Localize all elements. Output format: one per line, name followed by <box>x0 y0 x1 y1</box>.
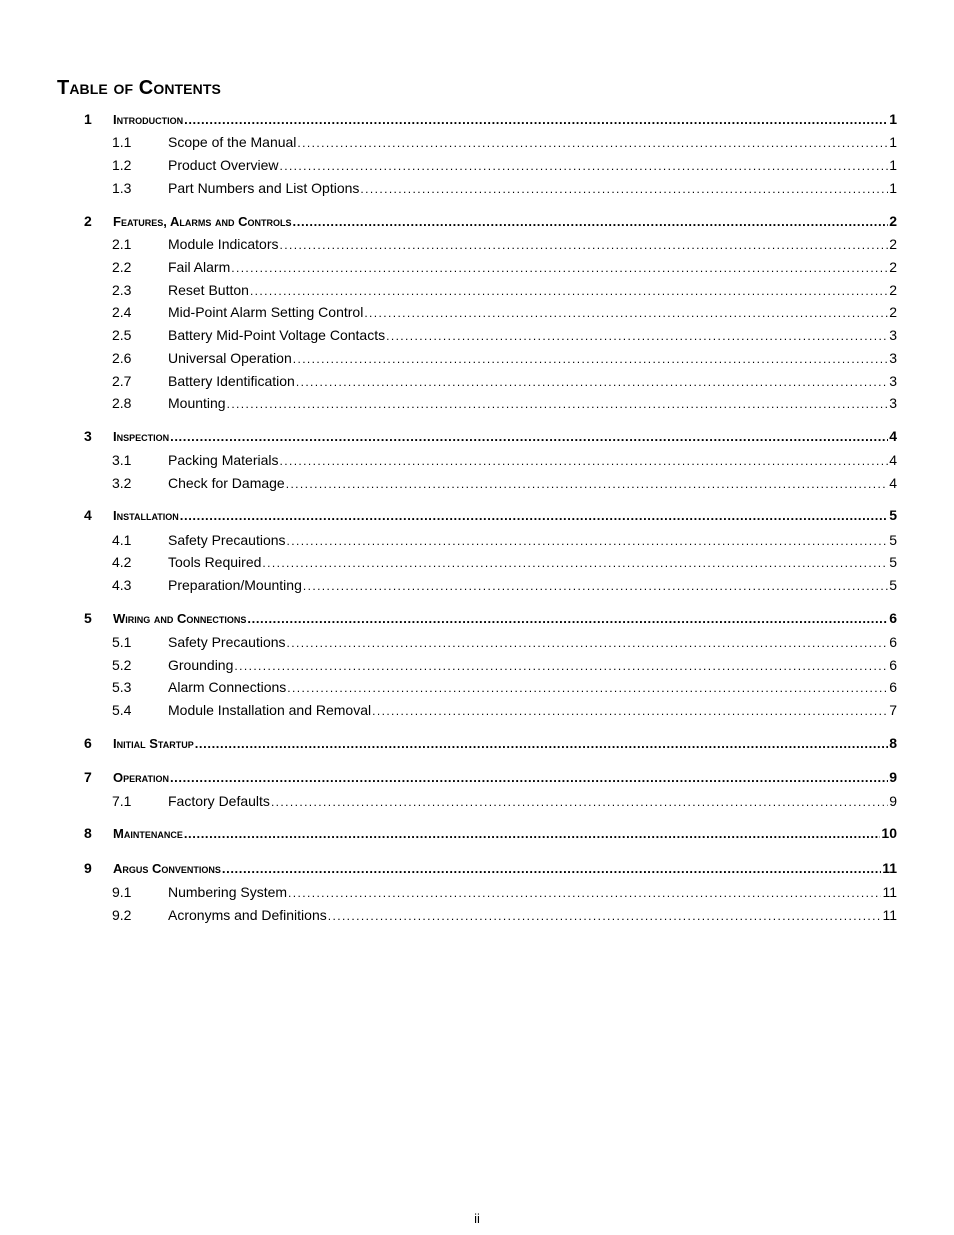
toc-entry[interactable] <box>168 450 897 471</box>
toc-entry[interactable] <box>168 257 897 278</box>
toc-subsection[interactable] <box>0 655 954 675</box>
toc-entry-label: Universal Operation <box>168 350 292 366</box>
toc-entry-number: 2.2 <box>112 259 132 275</box>
dot-leader <box>170 427 888 447</box>
toc-entry-page: 1 <box>889 157 897 173</box>
toc-entry-label: Scope of the Manual <box>168 134 297 150</box>
toc-entry-number: 2.3 <box>112 282 132 298</box>
toc-subsection[interactable] <box>0 552 954 572</box>
toc-entry-number: 9.1 <box>112 884 132 900</box>
dot-leader <box>247 609 888 629</box>
toc-entry-label: Part Numbers and List Options <box>168 180 360 196</box>
toc-entry[interactable] <box>113 211 897 232</box>
dot-leader <box>195 734 888 754</box>
dot-leader <box>287 633 889 653</box>
toc-subsection[interactable] <box>0 632 954 652</box>
toc-entry-label: Operation <box>113 770 169 785</box>
toc-entry-page: 9 <box>889 793 897 809</box>
dot-leader <box>280 235 889 255</box>
toc-entry[interactable] <box>168 371 897 392</box>
toc-entry-number: 1.1 <box>112 134 132 150</box>
toc-entry[interactable] <box>168 575 897 596</box>
toc-entry-label: Battery Identification <box>168 373 295 389</box>
toc-entry[interactable] <box>168 325 897 346</box>
toc-entry-page: 11 <box>882 907 897 923</box>
toc-entry-number: 9 <box>84 860 92 876</box>
toc-entry[interactable] <box>113 767 897 788</box>
toc-entry-page: 2 <box>889 304 897 320</box>
toc-entry[interactable] <box>168 155 897 176</box>
toc-entry-page: 6 <box>889 610 897 626</box>
toc-entry-label: Safety Precautions <box>168 634 286 650</box>
toc-section[interactable] <box>0 608 954 628</box>
toc-entry-label: Module Installation and Removal <box>168 702 372 718</box>
toc-subsection[interactable] <box>0 257 954 277</box>
dot-leader <box>271 792 888 812</box>
dot-leader <box>293 212 889 232</box>
toc-entry[interactable] <box>168 905 897 926</box>
dot-leader <box>287 531 889 551</box>
toc-entry-number: 4.3 <box>112 577 132 593</box>
toc-entry-page: 2 <box>889 236 897 252</box>
toc-entry-page: 8 <box>889 735 897 751</box>
toc-entry-page: 3 <box>889 395 897 411</box>
dot-leader <box>297 133 888 153</box>
toc-entry-label: Preparation/Mounting <box>168 577 302 593</box>
toc-entry-number: 6 <box>84 735 92 751</box>
toc-entry-label: Mounting <box>168 395 226 411</box>
toc-entry-page: 2 <box>889 259 897 275</box>
toc-entry-page: 3 <box>889 373 897 389</box>
toc-entry[interactable] <box>168 677 897 698</box>
toc-subsection[interactable] <box>0 348 954 368</box>
toc-entry-label: Fail Alarm <box>168 259 231 275</box>
toc-entry-number: 3.2 <box>112 475 132 491</box>
toc-entry-label: Factory Defaults <box>168 793 270 809</box>
toc-entry[interactable] <box>168 132 897 153</box>
toc-entry[interactable] <box>113 505 897 526</box>
toc-entry-page: 2 <box>889 282 897 298</box>
toc-entry-label: Battery Mid-Point Voltage Contacts <box>168 327 386 343</box>
dot-leader <box>286 474 888 494</box>
toc-subsection[interactable] <box>0 905 954 925</box>
dot-leader <box>222 859 881 879</box>
toc-subsection[interactable] <box>0 450 954 470</box>
toc-entry-label: Argus Conventions <box>113 861 221 876</box>
toc-section[interactable] <box>0 767 954 787</box>
toc-entry-label: Reset Button <box>168 282 249 298</box>
dot-leader <box>287 678 888 698</box>
toc-entry[interactable] <box>168 655 897 676</box>
toc-entry[interactable] <box>113 733 897 754</box>
toc-entry-page: 10 <box>881 825 897 841</box>
toc-entry-label: Module Indicators <box>168 236 279 252</box>
dot-leader <box>372 701 888 721</box>
toc-entry[interactable] <box>113 426 897 447</box>
toc-entry-page: 1 <box>889 180 897 196</box>
toc-entry-page: 6 <box>889 679 897 695</box>
toc-entry-number: 2.1 <box>112 236 132 252</box>
toc-section[interactable] <box>0 426 954 446</box>
dot-leader <box>234 656 888 676</box>
toc-subsection[interactable] <box>0 393 954 413</box>
toc-subsection[interactable] <box>0 280 954 300</box>
toc-entry-page: 4 <box>889 475 897 491</box>
dot-leader <box>303 576 888 596</box>
toc-entry-label: Maintenance <box>113 826 183 841</box>
dot-leader <box>364 303 888 323</box>
toc-subsection[interactable] <box>0 473 954 493</box>
toc-entry[interactable] <box>168 791 897 812</box>
toc-subsection[interactable] <box>0 882 954 902</box>
toc-entry-page: 2 <box>889 213 897 229</box>
toc-entry[interactable] <box>168 882 897 903</box>
dot-leader <box>293 349 888 369</box>
page-number: ii <box>474 1211 480 1226</box>
toc-entry-number: 2.8 <box>112 395 132 411</box>
toc-section[interactable] <box>0 733 954 753</box>
toc-entry-label: Installation <box>113 508 179 523</box>
toc-entry[interactable] <box>168 234 897 255</box>
dot-leader <box>262 553 888 573</box>
toc-entry-label: Check for Damage <box>168 475 285 491</box>
toc-entry[interactable] <box>113 823 897 844</box>
toc-entry[interactable] <box>168 302 897 323</box>
toc-entry[interactable] <box>168 348 897 369</box>
toc-entry-number: 7 <box>84 769 92 785</box>
toc-entry-number: 5.1 <box>112 634 132 650</box>
toc-entry-page: 4 <box>889 452 897 468</box>
dot-leader <box>227 394 889 414</box>
toc-entry-number: 3 <box>84 428 92 444</box>
dot-leader <box>279 156 888 176</box>
toc-entry-number: 9.2 <box>112 907 132 923</box>
toc-entry-number: 7.1 <box>112 793 132 809</box>
toc-entry-page: 11 <box>882 860 897 876</box>
toc-entry-page: 7 <box>889 702 897 718</box>
toc-section[interactable] <box>0 823 954 843</box>
dot-leader <box>180 506 888 526</box>
toc-entry[interactable] <box>168 632 897 653</box>
dot-leader <box>250 281 888 301</box>
toc-entry-number: 1.2 <box>112 157 132 173</box>
toc-entry-label: Inspection <box>113 429 170 444</box>
toc-subsection[interactable] <box>0 325 954 345</box>
toc-section[interactable] <box>0 211 954 231</box>
toc-entry-label: Tools Required <box>168 554 262 570</box>
toc-entry-label: Mid-Point Alarm Setting Control <box>168 304 364 320</box>
toc-entry-page: 5 <box>889 507 897 523</box>
toc-subsection[interactable] <box>0 234 954 254</box>
toc-entry-label: Numbering System <box>168 884 288 900</box>
toc-subsection[interactable] <box>0 371 954 391</box>
toc-section[interactable] <box>0 109 954 129</box>
toc-entry[interactable] <box>113 608 897 629</box>
toc-entry-page: 4 <box>889 428 897 444</box>
toc-entry-number: 2.5 <box>112 327 132 343</box>
dot-leader <box>184 110 888 130</box>
toc-entry[interactable] <box>113 858 897 879</box>
toc-subsection[interactable] <box>0 575 954 595</box>
toc-subsection[interactable] <box>0 700 954 720</box>
toc-entry-number: 2 <box>84 213 92 229</box>
toc-entry-label: Packing Materials <box>168 452 279 468</box>
toc-entry[interactable] <box>168 280 897 301</box>
toc-section[interactable] <box>0 505 954 525</box>
toc-entry-number: 5 <box>84 610 92 626</box>
toc-entry-page: 11 <box>882 884 897 900</box>
toc-subsection[interactable] <box>0 178 954 198</box>
toc-entry[interactable] <box>113 109 897 130</box>
dot-leader <box>170 768 888 788</box>
dot-leader <box>280 451 889 471</box>
toc-entry-page: 6 <box>889 657 897 673</box>
toc-entry-number: 4 <box>84 507 92 523</box>
toc-entry-label: Product Overview <box>168 157 279 173</box>
toc-subsection[interactable] <box>0 302 954 322</box>
toc-entry-number: 2.6 <box>112 350 132 366</box>
dot-leader <box>328 906 882 926</box>
toc-entry-label: Initial Startup <box>113 736 194 751</box>
toc-entry[interactable] <box>168 552 897 573</box>
toc-entry-page: 5 <box>889 577 897 593</box>
toc-section[interactable] <box>0 858 954 878</box>
dot-leader <box>296 372 888 392</box>
page-title: Table of Contents <box>57 77 221 99</box>
toc-entry-page: 1 <box>889 134 897 150</box>
toc-entry[interactable] <box>168 473 897 494</box>
toc-entry-number: 4.1 <box>112 532 132 548</box>
toc-entry-label: Acronyms and Definitions <box>168 907 327 923</box>
toc-entry-page: 5 <box>889 532 897 548</box>
toc-entry-label: Features, Alarms and Controls <box>113 214 292 229</box>
dot-leader <box>184 824 881 844</box>
toc-entry-label: Alarm Connections <box>168 679 287 695</box>
toc-entry-number: 4.2 <box>112 554 132 570</box>
toc-subsection[interactable] <box>0 132 954 152</box>
dot-leader <box>288 883 881 903</box>
toc-entry-page: 9 <box>889 769 897 785</box>
toc-entry-label: Safety Precautions <box>168 532 286 548</box>
toc-entry-page: 6 <box>889 634 897 650</box>
toc-entry-label: Introduction <box>113 112 184 127</box>
toc-entry-number: 2.4 <box>112 304 132 320</box>
toc-entry-number: 3.1 <box>112 452 132 468</box>
toc-entry-number: 8 <box>84 825 92 841</box>
toc-entry-page: 5 <box>889 554 897 570</box>
toc-entry-page: 1 <box>889 111 897 127</box>
toc-entry-number: 5.3 <box>112 679 132 695</box>
toc-subsection[interactable] <box>0 530 954 550</box>
toc-subsection[interactable] <box>0 791 954 811</box>
dot-leader <box>386 326 888 346</box>
toc-entry-number: 5.4 <box>112 702 132 718</box>
toc-subsection[interactable] <box>0 155 954 175</box>
toc-subsection[interactable] <box>0 677 954 697</box>
toc-entry-number: 2.7 <box>112 373 132 389</box>
toc-entry[interactable] <box>168 530 897 551</box>
toc-entry-number: 1.3 <box>112 180 132 196</box>
toc-entry-label: Grounding <box>168 657 234 673</box>
toc-entry-number: 5.2 <box>112 657 132 673</box>
toc-entry[interactable] <box>168 178 897 199</box>
toc-entry-page: 3 <box>889 350 897 366</box>
toc-entry-label: Wiring and Connections <box>113 611 247 626</box>
toc-entry-page: 3 <box>889 327 897 343</box>
dot-leader <box>231 258 888 278</box>
toc-entry-number: 1 <box>84 111 92 127</box>
toc-entry[interactable] <box>168 393 897 414</box>
toc-entry[interactable] <box>168 700 897 721</box>
dot-leader <box>360 179 888 199</box>
